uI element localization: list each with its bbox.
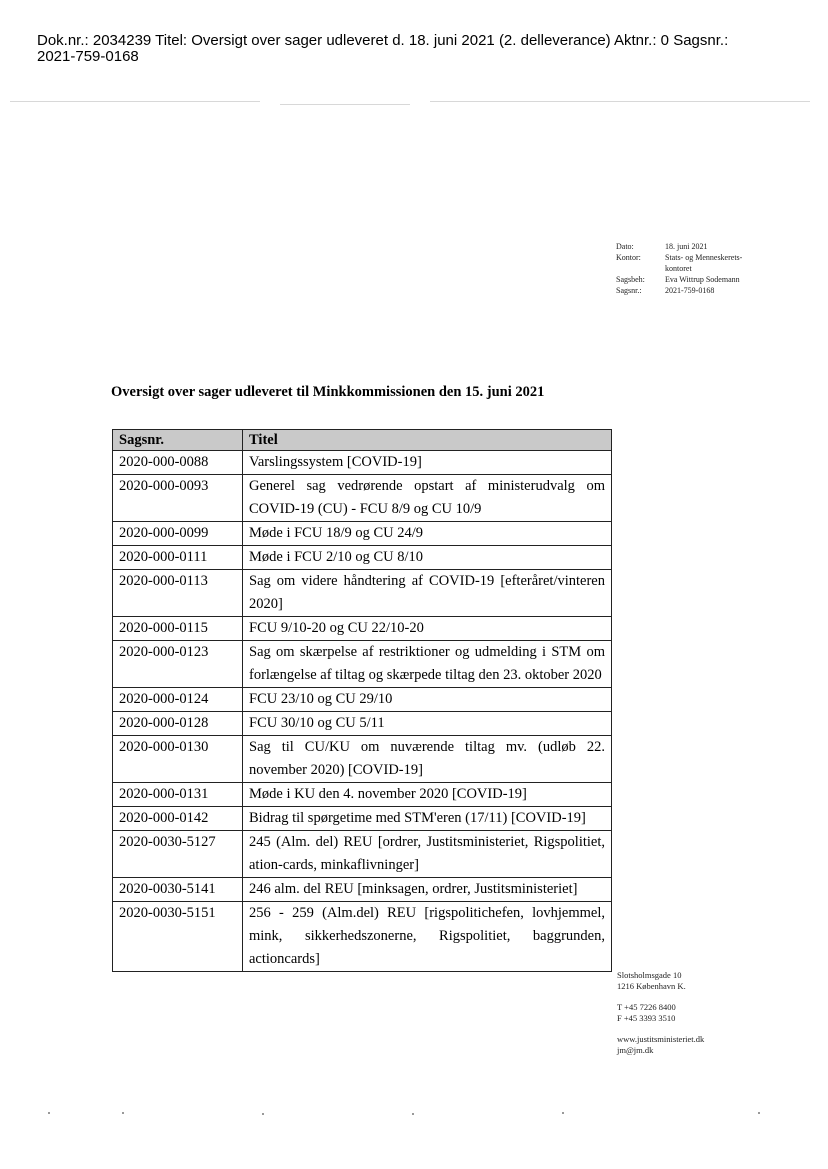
case-title-cell: Bidrag til spørgetime med STM'eren (17/11) [COVID-19]	[243, 807, 612, 831]
case-title-cell: Møde i FCU 2/10 og CU 8/10	[243, 546, 612, 570]
case-title-cell: Møde i KU den 4. november 2020 [COVID-19]	[243, 783, 612, 807]
table-row	[113, 451, 612, 475]
case-number-cell: 2020-000-0088	[113, 451, 243, 475]
table-row	[113, 712, 612, 736]
scan-dot	[758, 1112, 760, 1114]
case-number-cell: 2020-000-0099	[113, 522, 243, 546]
case-title-cell: Sag om skærpelse af restriktioner og udmelding i STM om forlængelse af tiltag og skærpede tiltag den 23. oktober 2020	[243, 641, 612, 688]
table-row	[113, 902, 612, 972]
case-title-cell: Generel sag vedrørende opstart af ministerudvalg om COVID-19 (CU) - FCU 8/9 og CU 10/9	[243, 475, 612, 522]
table-row	[113, 783, 612, 807]
metadata-row	[616, 263, 777, 274]
case-number-cell: 2020-000-0111	[113, 546, 243, 570]
address-street: Slotsholmsgade 10	[617, 970, 682, 980]
table-row	[113, 736, 612, 783]
case-title-cell: 246 alm. del REU [minksagen, ordrer, Justitsministeriet]	[243, 878, 612, 902]
metadata-label: Kontor:	[616, 253, 641, 262]
column-header-titel: Titel	[243, 430, 612, 451]
metadata-label	[616, 263, 665, 274]
table-row	[113, 688, 612, 712]
metadata-value: Stats- og Menneskerets-	[665, 253, 743, 262]
case-title-cell: FCU 9/10-20 og CU 22/10-20	[243, 617, 612, 641]
document-header-line2: 2021-759-0168	[37, 48, 139, 65]
address-email: jm@jm.dk	[617, 1045, 654, 1055]
case-number-cell: 2020-000-0131	[113, 783, 243, 807]
scan-artifact	[10, 101, 260, 102]
case-number-cell: 2020-0030-5141	[113, 878, 243, 902]
metadata-row	[616, 252, 777, 263]
scan-artifact	[430, 101, 810, 102]
table-header-row	[113, 430, 612, 451]
metadata-value: Eva Wittrup Sodemann	[665, 275, 740, 284]
case-number-cell: 2020-000-0093	[113, 475, 243, 522]
address-phone: T +45 7226 8400	[617, 1002, 676, 1012]
address-web: www.justitsministeriet.dk	[617, 1034, 705, 1044]
scan-artifact	[280, 104, 410, 105]
document-metadata	[616, 241, 777, 296]
metadata-label: Sagsnr.:	[616, 286, 642, 295]
scan-dot	[562, 1112, 564, 1114]
table-row	[113, 831, 612, 878]
table-row	[113, 546, 612, 570]
case-number-cell: 2020-000-0123	[113, 641, 243, 688]
scan-dot	[48, 1112, 50, 1114]
scan-dot	[262, 1113, 264, 1115]
case-title-cell: Varslingssystem [COVID-19]	[243, 451, 612, 475]
table-row	[113, 522, 612, 546]
table-row	[113, 570, 612, 617]
table-row	[113, 807, 612, 831]
metadata-label: Dato:	[616, 242, 634, 251]
address-fax: F +45 3393 3510	[617, 1013, 676, 1023]
case-number-cell: 2020-0030-5151	[113, 902, 243, 972]
scan-dot	[412, 1113, 414, 1115]
case-number-cell: 2020-000-0142	[113, 807, 243, 831]
document-header-line1: Dok.nr.: 2034239 Titel: Oversigt over sager udleveret d. 18. juni 2021 (2. delleverance) Aktnr.: 0 Sagsnr.:	[37, 32, 729, 49]
case-number-cell: 2020-000-0128	[113, 712, 243, 736]
address-city: 1216 København K.	[617, 981, 686, 991]
column-header-sagsnr: Sagsnr.	[113, 430, 243, 451]
case-number-cell: 2020-000-0113	[113, 570, 243, 617]
metadata-value: kontoret	[665, 264, 692, 273]
page-title: Oversigt over sager udleveret til Minkkommissionen den 15. juni 2021	[111, 384, 545, 400]
metadata-value: 18. juni 2021	[665, 242, 708, 251]
case-number-cell: 2020-000-0130	[113, 736, 243, 783]
table-row	[113, 878, 612, 902]
metadata-label: Sagsbeh:	[616, 275, 645, 284]
scan-dot	[122, 1112, 124, 1114]
metadata-row	[616, 241, 777, 252]
case-title-cell: Møde i FCU 18/9 og CU 24/9	[243, 522, 612, 546]
table-row	[113, 475, 612, 522]
case-title-cell: Sag om videre håndtering af COVID-19 [efteråret/vinteren 2020]	[243, 570, 612, 617]
metadata-row	[616, 285, 777, 296]
case-title-cell: Sag til CU/KU om nuværende tiltag mv. (udløb 22. november 2020) [COVID-19]	[243, 736, 612, 783]
case-title-cell: FCU 30/10 og CU 5/11	[243, 712, 612, 736]
table-row	[113, 617, 612, 641]
case-number-cell: 2020-000-0124	[113, 688, 243, 712]
case-title-cell: 245 (Alm. del) REU [ordrer, Justitsministeriet, Rigspolitiet, ation-cards, minkaflivninger]	[243, 831, 612, 878]
case-title-cell: FCU 23/10 og CU 29/10	[243, 688, 612, 712]
metadata-row	[616, 274, 777, 285]
case-title-cell: 256 - 259 (Alm.del) REU [rigspolitichefen, lovhjemmel, mink, sikkerhedszonerne, Rigspolitiet, baggrunden, actioncards]	[243, 902, 612, 972]
case-number-cell: 2020-000-0115	[113, 617, 243, 641]
case-table	[112, 429, 612, 972]
case-number-cell: 2020-0030-5127	[113, 831, 243, 878]
metadata-value: 2021-759-0168	[665, 286, 715, 295]
table-row	[113, 641, 612, 688]
document-header	[37, 33, 807, 65]
ministry-address	[617, 970, 704, 1056]
